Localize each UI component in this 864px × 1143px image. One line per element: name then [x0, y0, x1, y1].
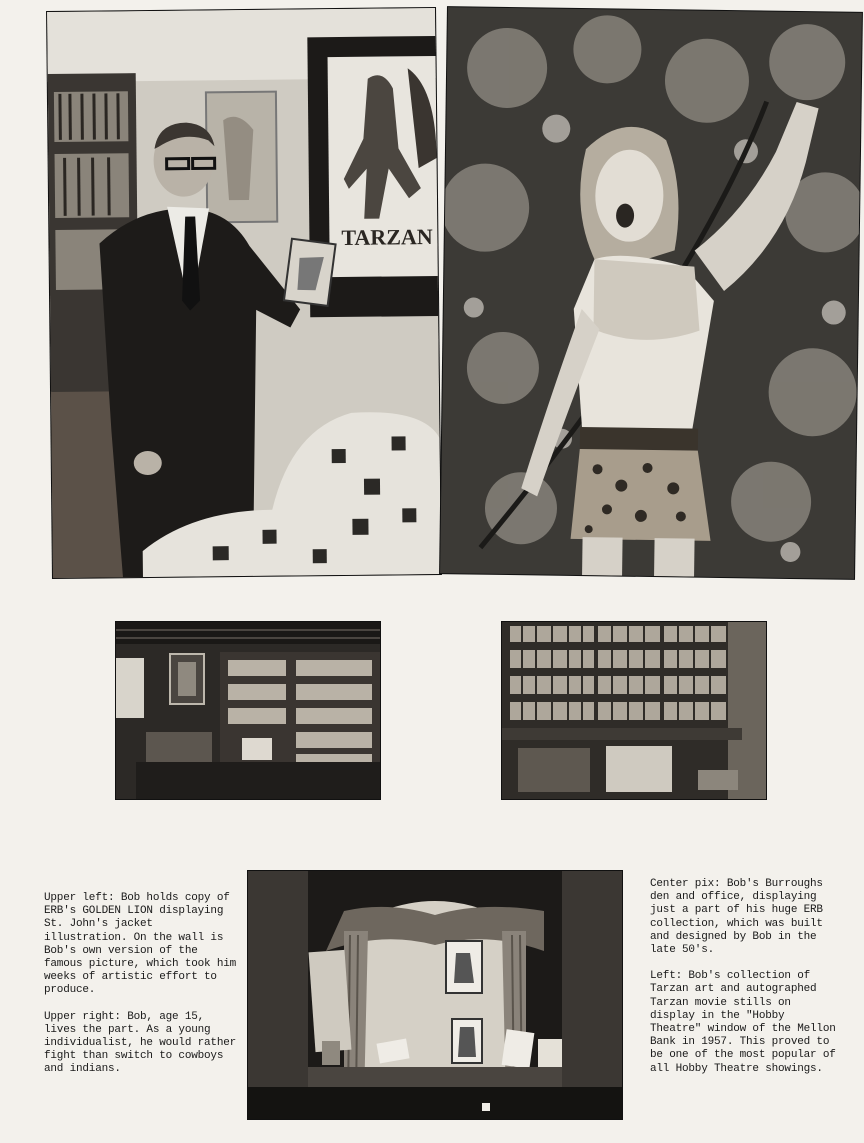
photo-den-office-image — [116, 622, 380, 799]
photo-erb-collection — [502, 622, 766, 799]
photo-young-tarzan — [440, 7, 862, 579]
poster-title: TARZAN — [341, 224, 433, 250]
photo-young-tarzan-image — [440, 7, 862, 579]
caption-upper-right: Upper right: Bob, age 15, lives the part. As a young individualist, he would rather fight than switch to cowboys and indians. — [44, 1010, 237, 1076]
caption-center-pix: Center pix: Bob's Burroughs den and office, displaying just a part of his huge ERB collection, which was built and designed by Bob in the late 50's. — [650, 878, 823, 957]
photo-hobby-theatre-window — [248, 871, 622, 1119]
caption-hobby-theatre: Left: Bob's collection of Tarzan art and autographed Tarzan movie stills on display in the "Hobby Theatre" window of the Mellon Bank in 1957. This proved to be one of the most popular of all Hobby Theatre showings. — [650, 970, 836, 1075]
photo-den-office — [116, 622, 380, 799]
caption-upper-photos — [44, 892, 240, 1090]
photo-erb-collection-image — [502, 622, 766, 799]
caption-upper-left: Upper left: Bob holds copy of ERB's GOLDEN LION displaying St. John's jacket illustration. On the wall is Bob's own version of the famous picture, which took him weeks of artistic effort to produce. — [44, 892, 237, 997]
photo-man-holding-book — [47, 8, 441, 578]
caption-center-and-window — [650, 878, 840, 1089]
photo-hobby-theatre-window-image — [248, 871, 622, 1119]
photo-man-holding-book-image — [47, 8, 441, 578]
